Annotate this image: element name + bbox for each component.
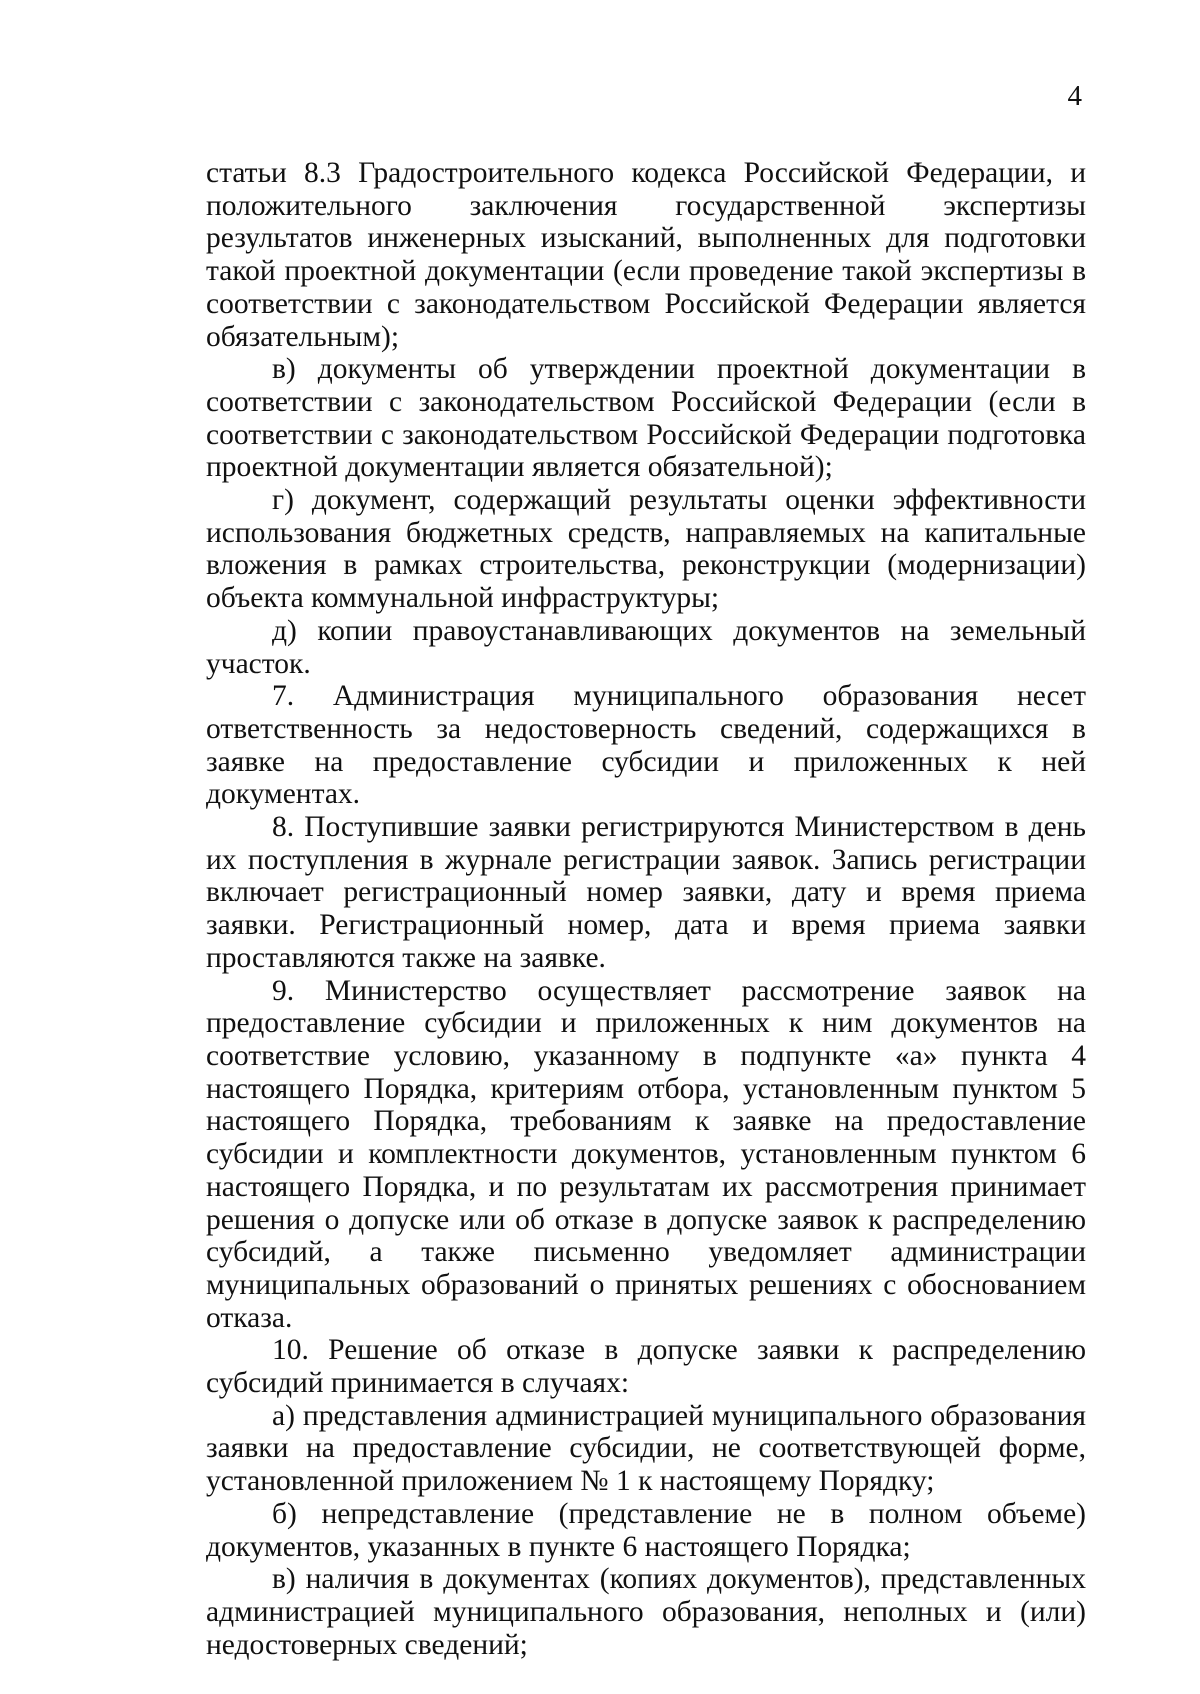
paragraph-item-d: д) копии правоустанавливающих документов на земельный участок. xyxy=(206,614,1086,680)
paragraph-clause-8: 8. Поступившие заявки регистрируются Министерством в день их поступления в журнале регистрации заявок. Запись регистрации включает регистрационный номер заявки, дату и время приема заявки. Регистрационный номер, дата и время приема заявки проставляются также на заявке. xyxy=(206,811,1086,974)
paragraph-item-a: а) представления администрацией муниципального образования заявки на предоставление субсидии, не соответствующей форме, установленной приложением № 1 к настоящему Порядку; xyxy=(206,1399,1086,1498)
page-number: 4 xyxy=(1067,80,1082,112)
paragraph-clause-10: 10. Решение об отказе в допуске заявки к распределению субсидий принимается в случаях: xyxy=(206,1334,1086,1400)
paragraph-item-b: б) непредставление (представление не в полном объеме) документов, указанных в пункте 6 настоящего Порядка; xyxy=(206,1497,1086,1563)
paragraph-clause-9: 9. Министерство осуществляет рассмотрение заявок на предоставление субсидии и приложенных к ним документов на соответствие условию, указанному в подпункте «а» пункта 4 настоящего Порядка, критериям отбора, установленным пунктом 5 настоящего Порядка, требованиям к заявке на предоставление субсидии и комплектности документов, установленным пунктом 6 настоящего Порядка, и по результатам их рассмотрения принимает решения о допуске или об отказе в допуске заявок к распределению субсидий, а также письменно уведомляет администрации муниципальных образований о принятых решениях с обоснованием отказа. xyxy=(206,974,1086,1334)
paragraph-item-v-2: в) наличия в документах (копиях документов), представленных администрацией муниципального образования, неполных и (или) недостоверных сведений; xyxy=(206,1563,1086,1661)
paragraph-clause-7: 7. Администрация муниципального образования несет ответственность за недостоверность сведений, содержащихся в заявке на предоставление субсидии и приложенных к ней документах. xyxy=(206,680,1086,811)
paragraph-item-v: в) документы об утверждении проектной документации в соответствии с законодательством Российской Федерации (если в соответствии с законодательством Российской Федерации подготовка проектной документации является обязательной); xyxy=(206,353,1086,484)
paragraph-continuation: статьи 8.3 Градостроительного кодекса Российской Федерации, и положительного заключения государственной экспертизы результатов инженерных изысканий, выполненных для подготовки такой проектной документации (если проведение такой экспертизы в соответствии с законодательством Российской Федерации является обязательным); xyxy=(206,157,1086,353)
document-body xyxy=(206,157,1086,1661)
paragraph-item-g: г) документ, содержащий результаты оценки эффективности использования бюджетных средств, направляемых на капитальные вложения в рамках строительства, реконструкции (модернизации) объекта коммунальной инфраструктуры; xyxy=(206,484,1086,615)
